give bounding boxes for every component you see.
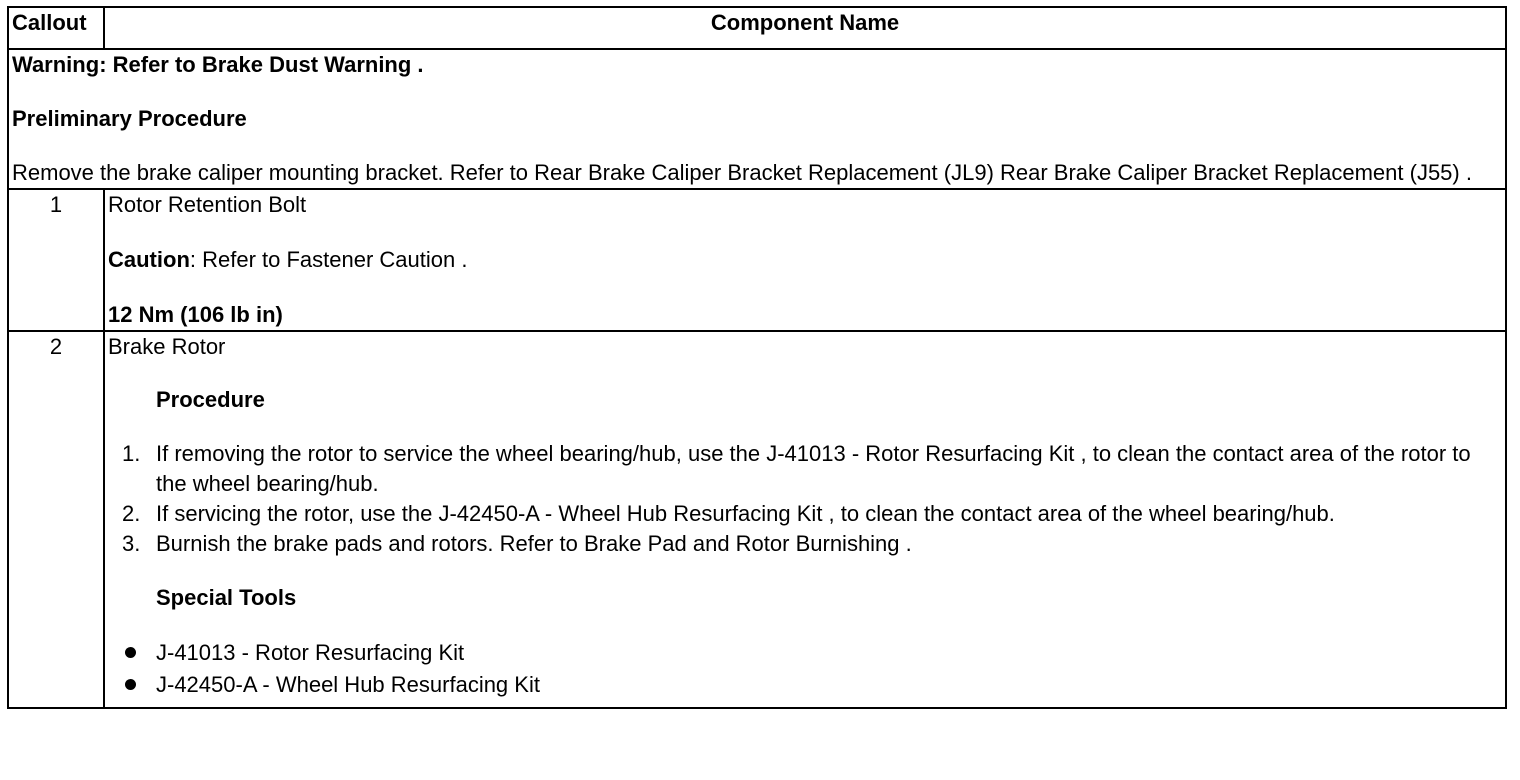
procedure-step — [108, 529, 1502, 559]
component-name: Rotor Retention Bolt — [108, 192, 307, 217]
table-header-row — [8, 7, 1506, 49]
warning-text: : Refer to Brake Dust Warning . — [99, 52, 424, 77]
step-text: Burnish the brake pads and rotors. Refer to Brake Pad and Rotor Burnishing . — [156, 531, 912, 556]
preliminary-procedure-heading: Preliminary Procedure — [12, 106, 247, 131]
tool-name: J-41013 - Rotor Resurfacing Kit — [156, 640, 465, 665]
preliminary-row — [8, 49, 1506, 189]
component-cell — [104, 189, 1506, 331]
warning-label: Warning — [12, 52, 100, 77]
procedure-step — [108, 439, 1502, 499]
caution-line — [108, 245, 1502, 275]
step-number: 1. — [122, 441, 141, 466]
component-table — [7, 6, 1507, 709]
callout-number: 2 — [8, 331, 104, 708]
procedure-heading: Procedure — [156, 387, 265, 412]
special-tools-heading: Special Tools — [156, 585, 297, 610]
step-number: 3. — [122, 531, 141, 556]
torque-spec: 12 Nm (106 lb in) — [108, 302, 283, 327]
component-cell — [104, 331, 1506, 708]
table-row — [8, 189, 1506, 331]
step-number: 2. — [122, 501, 141, 526]
bullet-icon — [125, 647, 136, 658]
list-item — [108, 669, 1502, 701]
procedure-step — [108, 499, 1502, 529]
procedure-steps — [108, 439, 1502, 559]
table-row — [8, 331, 1506, 708]
component-name: Brake Rotor — [108, 334, 226, 359]
list-item — [108, 637, 1502, 669]
step-text: If removing the rotor to service the wheel bearing/hub, use the J-41013 - Rotor Resurfacing Kit , to clean the contact area of the rotor to the wheel bearing/hub. — [156, 441, 1471, 496]
header-callout: Callout — [8, 7, 104, 49]
preliminary-procedure-text: Remove the brake caliper mounting bracket. Refer to Rear Brake Caliper Bracket Replacement (JL9) Rear Brake Caliper Bracket Replacement (J55) . — [12, 160, 1472, 185]
tool-name: J-42450-A - Wheel Hub Resurfacing Kit — [156, 672, 540, 697]
bullet-icon — [125, 679, 136, 690]
callout-number: 1 — [8, 189, 104, 331]
preliminary-cell — [8, 49, 1506, 189]
caution-label: Caution — [108, 247, 190, 272]
header-component-name: Component Name — [104, 7, 1506, 49]
caution-text: : Refer to Fastener Caution . — [189, 247, 468, 272]
warning-line — [12, 50, 1502, 80]
special-tools-list — [108, 637, 1502, 701]
step-text: If servicing the rotor, use the J-42450-A - Wheel Hub Resurfacing Kit , to clean the contact area of the wheel bearing/hub. — [156, 501, 1335, 526]
